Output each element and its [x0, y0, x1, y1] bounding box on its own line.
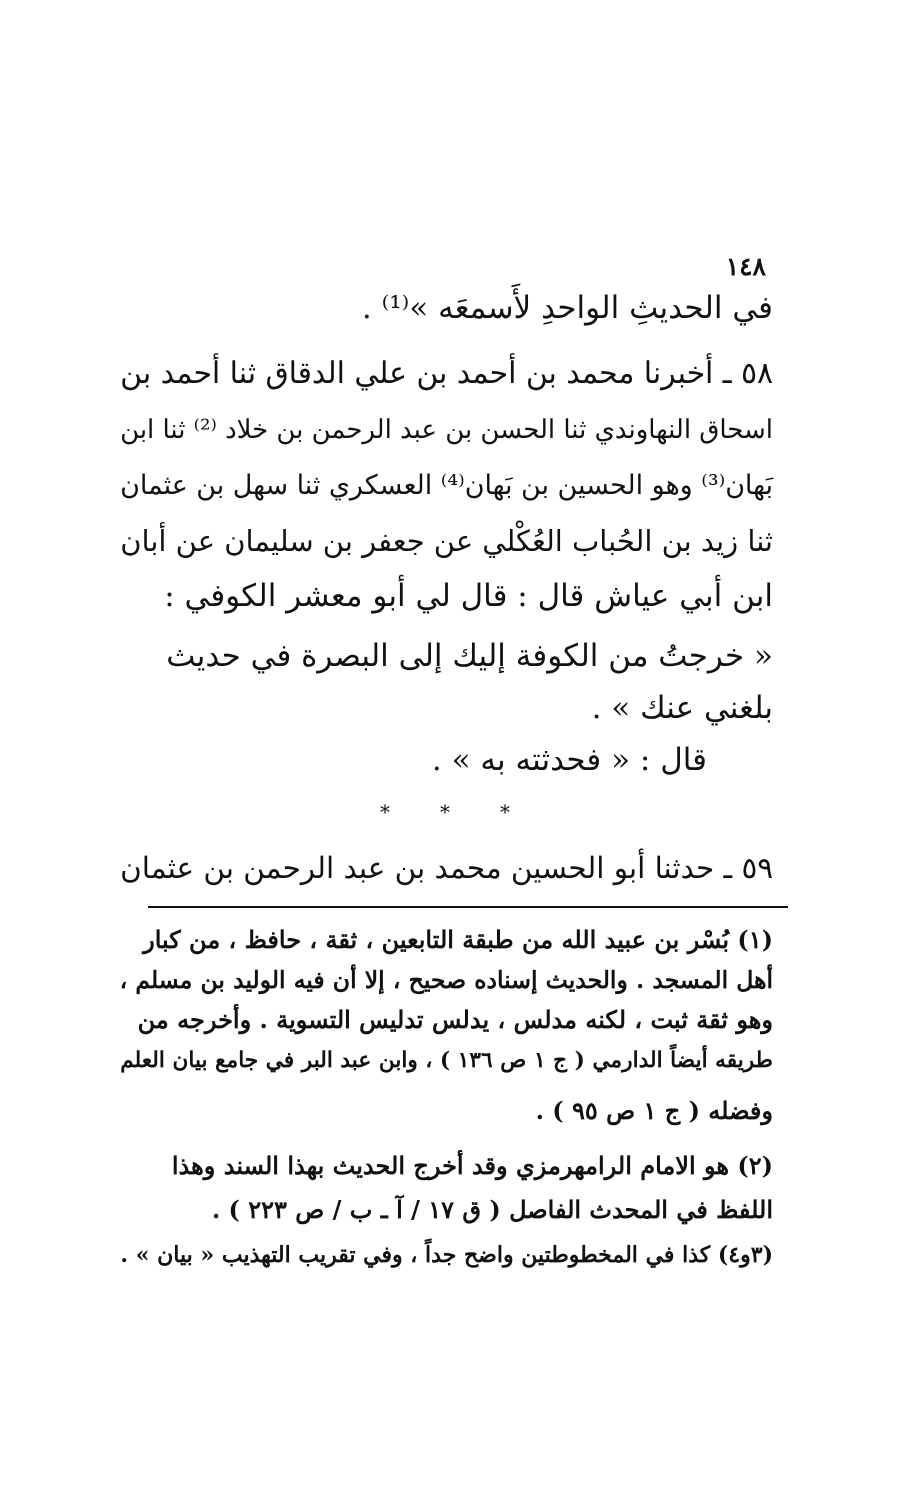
star-glyph: * [440, 800, 450, 824]
body-line: اسحاق النهاوندي ثنا الحسن بن عبد الرحمن بن خلاد ⁽²⁾ ثنا ابن [120, 415, 773, 445]
quote-line: « خرجتُ من الكوفة إليك إلى البصرة في حديث [166, 638, 773, 674]
footnote-line: أهل المسجد . والحديث إسناده صحيح ، إلا أن فيه الوليد بن مسلم ، [119, 966, 773, 994]
footnote-line: (٢) هو الامام الرامهرمزي وقد أخرج الحديث بهذا السند وهذا [171, 1151, 773, 1180]
star-glyph: * [380, 800, 390, 824]
footnote-line: طريقه أيضاً الدارمي ( ج ١ ص ١٣٦ ) ، وابن عبد البر في جامع بيان العلم [120, 1048, 773, 1073]
footnote-line: اللفظ في المحدث الفاصل ( ق ١٧ / آ ـ ب / ص ٢٢٣ ) . [211, 1195, 773, 1224]
page-number: ١٤٨ [725, 252, 766, 281]
quote-line: بلغني عنك » . [591, 690, 773, 726]
body-line: ابن أبي عياش قال : قال لي أبو معشر الكوفي : [164, 578, 773, 614]
body-line: في الحديثِ الواحدِ لأَسمعَه »⁽¹⁾ . [361, 290, 773, 326]
body-line: ٥٨ ـ أخبرنا محمد بن أحمد بن علي الدقاق ثنا أحمد بن [120, 356, 773, 391]
footnote-divider [148, 906, 788, 908]
body-line: قال : « فحدثته به » . [431, 742, 707, 778]
star-glyph: * [500, 800, 510, 824]
body-line: ثنا زيد بن الحُباب العُكْلي عن جعفر بن سليمان عن أبان [120, 524, 773, 558]
footnote-line: (٣و٤) كذا في المخطوطتين واضح جداً ، وفي تقريب التهذيب « بيان » . [120, 1242, 773, 1268]
section-separator [380, 800, 510, 824]
body-line: ٥٩ ـ حدثنا أبو الحسين محمد بن عبد الرحمن بن عثمان [120, 851, 773, 885]
footnote-line: (١) بُسْر بن عبيد الله من طبقة التابعين ، ثقة ، حافظ ، من كبار [143, 925, 773, 954]
footnote-line: وفضله ( ج ١ ص ٩٥ ) . [535, 1096, 773, 1125]
footnote-line: وهو ثقة ثبت ، لكنه مدلس ، يدلس تدليس التسوية . وأخرجه من [137, 1005, 773, 1034]
body-line: بَهان⁽³⁾ وهو الحسين بن بَهان⁽⁴⁾ العسكري ثنا سهل بن عثمان [120, 470, 773, 501]
